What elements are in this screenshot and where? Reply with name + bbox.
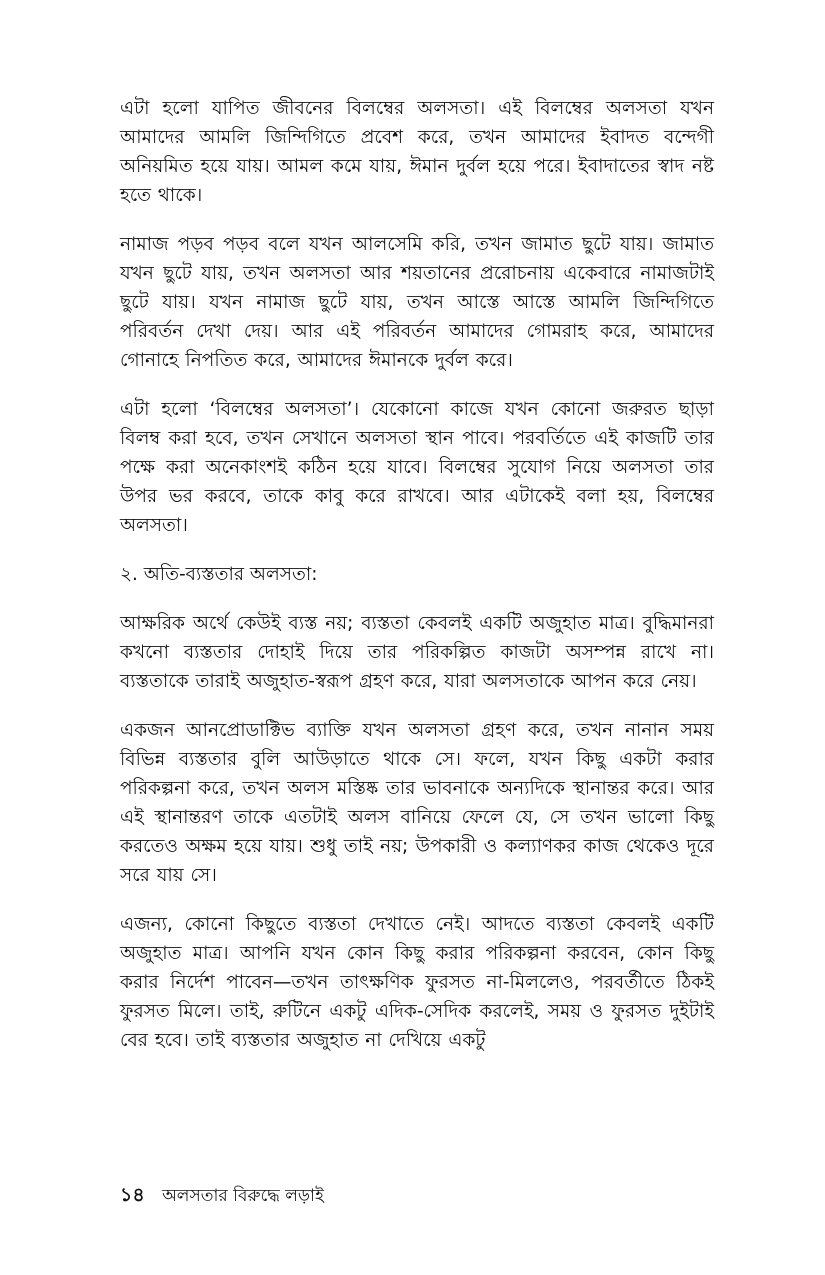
paragraph-5: একজন আনপ্রোডাক্টিভ ব্যাক্তি যখন অলসতা গ্রহণ করে, তখন নানান সময় বিভিন্ন ব্যস্ততার বুলি আউড়াতে থাকে সে। ফলে, যখন কিছু একটা করার পরিকল্পনা করে, তখন অলস মস্তিষ্ক তার ভাবনাকে অন্যদিকে স্থানান্তর করে। আর এই স্থানান্তরণ তাকে এতটাই অলস বানিয়ে ফেলে যে, সে তখন ভালো কিছু করতেও অক্ষম হয়ে যায়। শুধু তাই নয়; উপকারী ও কল্যাণকর কাজ থেকেও দূরে সরে যায় সে। xyxy=(120,720,714,886)
page-number: ১৪ xyxy=(120,1184,145,1206)
paragraph-1: এটা হলো যাপিত জীবনের বিলম্বের অলসতা। এই বিলম্বের অলসতা যখন আমাদের আমলি জিন্দিগিতে প্রবেশ করে, তখন আমাদের ইবাদত বন্দেগী অনিয়মিত হয়ে যায়। আমল কমে যায়, ঈমান দুর্বল হয়ে পরে। ইবাদাতের স্বাদ নষ্ট হতে থাকে। xyxy=(120,98,714,206)
paragraph-4: আক্ষরিক অর্থে কেউই ব্যস্ত নয়; ব্যস্ততা কেবলই একটি অজুহাত মাত্র। বুদ্ধিমানরা কখনো ব্যস্ততার দোহাই দিয়ে তার পরিকল্পিত কাজটা অসম্পন্ন রাখে না। ব্যস্ততাকে তারাই অজুহাত-স্বরূপ গ্রহণ করে, যারা অলসতাকে আপন করে নেয়। xyxy=(120,613,714,692)
page-footer xyxy=(120,1183,324,1208)
paragraph-6: এজন্য, কোনো কিছুতে ব্যস্ততা দেখাতে নেই। আদতে ব্যস্ততা কেবলই একটি অজুহাত মাত্র। আপনি যখন কোন কিছু করার পরিকল্পনা করবেন, কোন কিছু করার নির্দেশ পাবেন—তখন তাৎক্ষণিক ফুরসত না-মিললেও, পরবর্তীতে ঠিকই ফুরসত মিলে। তাই, রুটিনে একটু এদিক-সেদিক করলেই, সময় ও ফুরসত দুইটাই বের হবে। তাই ব্যস্ততার অজুহাত না দেখিয়ে একটু xyxy=(120,914,714,1051)
paragraph-2: নামাজ পড়ব পড়ব বলে যখন আলসেমি করি, তখন জামাত ছুটে যায়। জামাত যখন ছুটে যায়, তখন অলসতা আর শয়তানের প্ররোচনায় একেবারে নামাজটাই ছুটে যায়। যখন নামাজ ছুটে যায়, তখন আস্তে আস্তে আমলি জিন্দিগিতে পরিবর্তন দেখা দেয়। আর এই পরিবর্তন আমাদের গোমরাহ করে, আমাদের গোনাহে নিপতিত করে, আমাদের ঈমানকে দুর্বল করে। xyxy=(120,234,714,371)
page-body xyxy=(120,94,714,1075)
paragraph-3: এটা হলো ‘বিলম্বের অলসতা’। যেকোনো কাজে যখন কোনো জরুরত ছাড়া বিলম্ব করা হবে, তখন সেখানে অলসতা স্থান পাবে। পরবর্তিতে এই কাজটি তার পক্ষে করা অনেকাংশই কঠিন হয়ে যাবে। বিলম্বের সুযোগ নিয়ে অলসতা তার উপর ভর করবে, তাকে কাবু করে রাখবে। আর এটাকেই বলা হয়, বিলম্বের অলসতা। xyxy=(120,399,714,536)
section-heading: ২. অতি-ব্যস্ততার অলসতা: xyxy=(120,564,318,585)
book-title: অলসতার বিরুদ্ধে লড়াই xyxy=(162,1186,324,1206)
